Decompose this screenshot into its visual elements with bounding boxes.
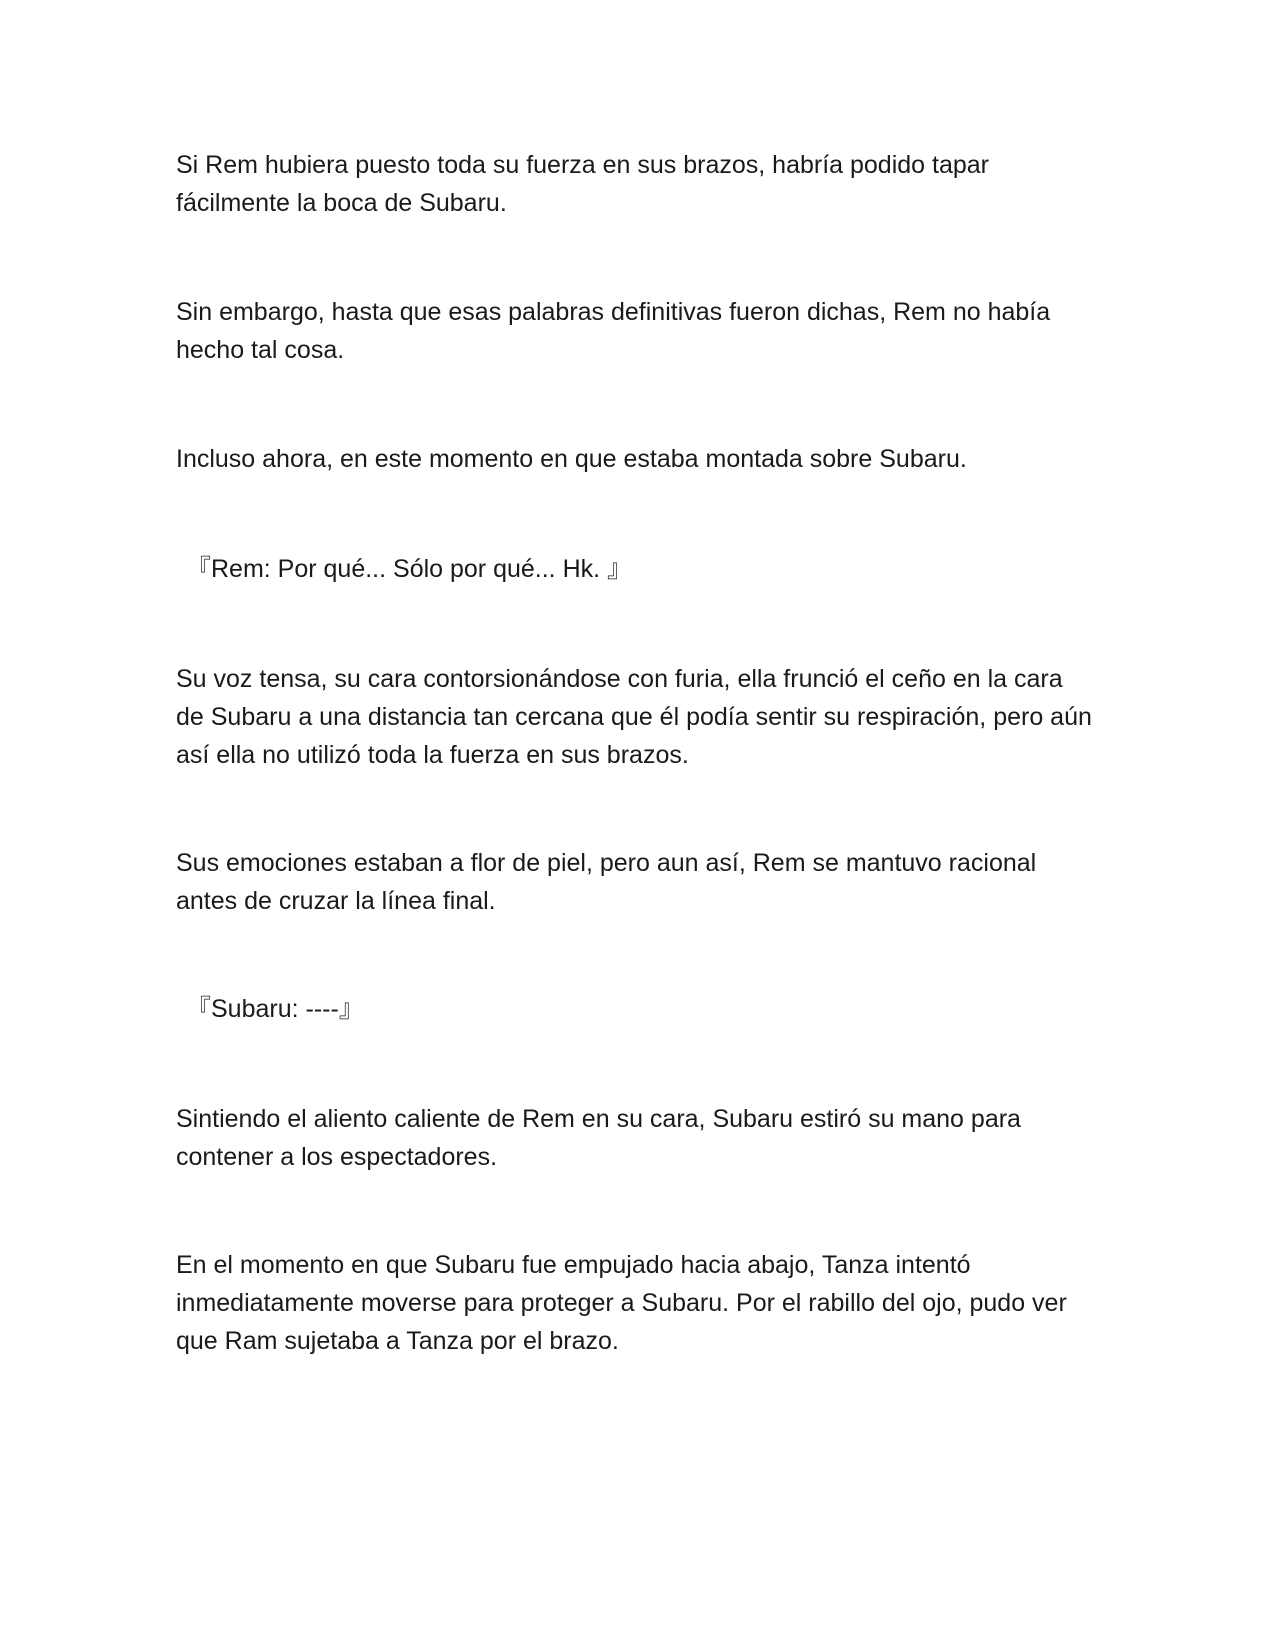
paragraph-3: Incluso ahora, en este momento en que estaba montada sobre Subaru.: [176, 445, 967, 473]
dialogue-rem: 『Rem: Por qué... Sólo por qué... Hk. 』: [186, 555, 633, 583]
paragraph-6: Sintiendo el aliento caliente de Rem en su cara, Subaru estiró su mano para contener a los espectadores.: [176, 1105, 1021, 1171]
dialogue-subaru: 『Subaru: ----』: [186, 995, 364, 1023]
paragraph-7: En el momento en que Subaru fue empujado hacia abajo, Tanza intentó inmediatamente moverse para proteger a Subaru. Por el rabillo del ojo, pudo ver que Ram sujetaba a Tanza por el brazo.: [176, 1251, 1067, 1355]
paragraph-4: Su voz tensa, su cara contorsionándose con furia, ella frunció el ceño en la cara de Subaru a una distancia tan cercana que él podía sentir su respiración, pero aún así ella no utilizó toda la fuerza en sus brazos.: [176, 665, 1092, 769]
paragraph-2: Sin embargo, hasta que esas palabras definitivas fueron dichas, Rem no había hecho tal cosa.: [176, 298, 1051, 364]
paragraph-1: Si Rem hubiera puesto toda su fuerza en sus brazos, habría podido tapar fácilmente la boca de Subaru.: [176, 151, 990, 217]
paragraph-5: Sus emociones estaban a flor de piel, pero aun así, Rem se mantuvo racional antes de cruzar la línea final.: [176, 849, 1037, 915]
